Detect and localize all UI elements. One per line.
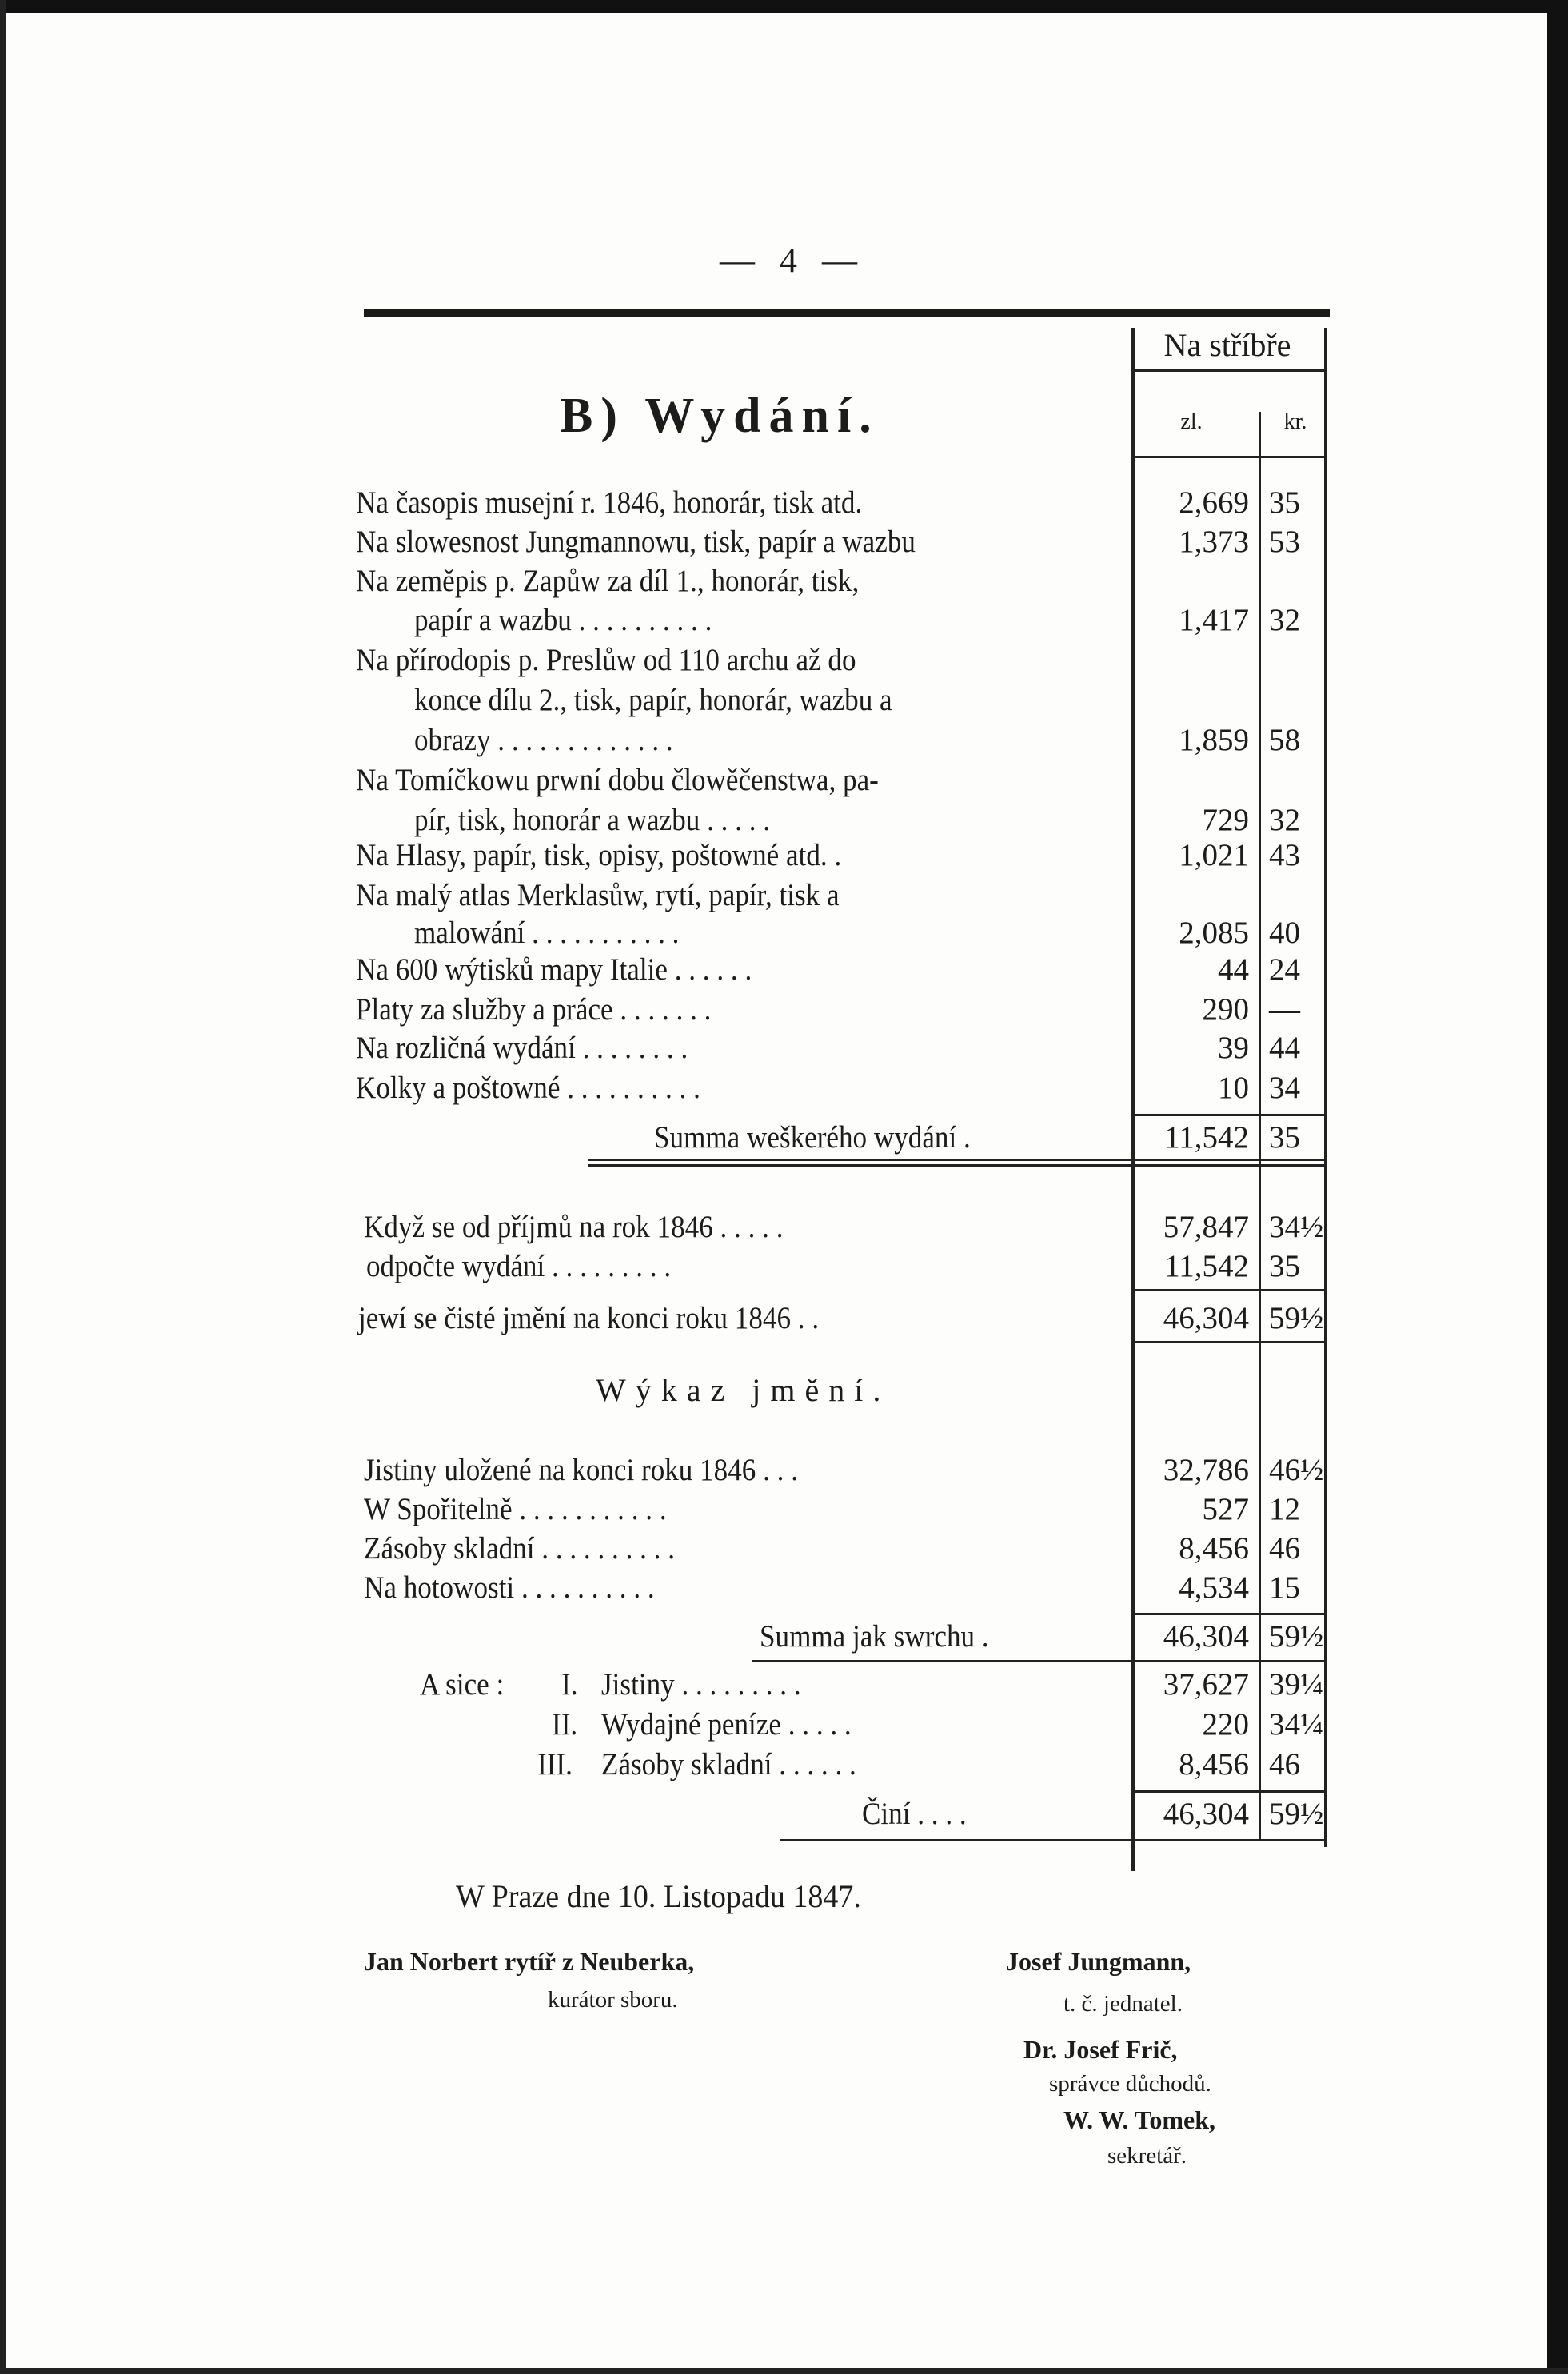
expense-line: Na časopis musejní r. 1846, honorár, tisk atd.	[356, 485, 863, 520]
breakdown-line: Zásoby skladní . . . . . .	[601, 1747, 856, 1781]
balance-rule	[1131, 1289, 1327, 1291]
fric-title: správce důchodů.	[1049, 2071, 1211, 2097]
expense-kr: 43	[1269, 838, 1300, 872]
expense-line: malowání . . . . . . . . . . .	[414, 916, 680, 950]
asset-sum-label: Summa jak swrchu .	[760, 1619, 989, 1654]
assets-title: Wýkaz jmění.	[596, 1372, 891, 1408]
expense-kr: 40	[1269, 916, 1300, 950]
scan-edge-bottom	[0, 2368, 1568, 2374]
expense-line: Na 600 wýtisků mapy Italie . . . . . .	[356, 952, 752, 987]
total-rule	[1131, 1114, 1327, 1116]
expense-zl: 2,669	[1179, 485, 1249, 520]
fric-signature: Dr. Josef Frič,	[1023, 2035, 1178, 2064]
asset-kr: 12	[1269, 1492, 1300, 1526]
breakdown-zl: 8,456	[1179, 1747, 1249, 1781]
expense-kr: —	[1269, 992, 1300, 1027]
breakdown-total-underline	[780, 1839, 1327, 1841]
breakdown-lead: A sice :	[420, 1667, 505, 1702]
expense-kr: 44	[1269, 1031, 1300, 1065]
kr-column-header: kr.	[1283, 409, 1307, 434]
zl-column-header: zl.	[1180, 409, 1203, 434]
asset-kr: 46	[1269, 1531, 1300, 1566]
expense-zl: 729	[1202, 803, 1249, 837]
expense-line: Na Tomíčkowu prwní dobu člowěčenstwa, pa-	[356, 763, 879, 797]
breakdown-line: Wydajné peníze . . . . .	[601, 1707, 852, 1742]
asset-zl: 527	[1202, 1492, 1249, 1526]
expense-kr: 32	[1269, 603, 1300, 637]
tomek-title: sekretář.	[1107, 2143, 1187, 2169]
expense-line: obrazy . . . . . . . . . . . . .	[414, 723, 673, 757]
jungmann-title: t. č. jednatel.	[1063, 1991, 1183, 2017]
expense-kr: 35	[1269, 485, 1300, 520]
expense-line: Na zeměpis p. Zapůw za díl 1., honorár, tisk,	[356, 564, 860, 598]
expense-line: Na rozličná wydání . . . . . . . .	[356, 1031, 688, 1065]
unit-header-underline	[1131, 456, 1327, 458]
balance-line: Když se od příjmů na rok 1846 . . . . .	[364, 1210, 784, 1244]
asset-sum-underline	[752, 1660, 1327, 1662]
place-date: W Praze dne 10. Listopadu 1847.	[456, 1878, 861, 1914]
expense-line: Na přírodopis p. Preslůw od 110 archu až do	[356, 643, 856, 677]
tomek-signature: W. W. Tomek,	[1063, 2105, 1216, 2134]
expense-zl: 1,373	[1179, 525, 1249, 559]
asset-sum-kr: 59½	[1269, 1619, 1324, 1654]
currency-header: Na stříbře	[1163, 327, 1291, 363]
expense-total-zl: 11,542	[1164, 1120, 1249, 1155]
asset-line: Jistiny uložené na konci roku 1846 . . .	[364, 1453, 798, 1487]
expense-kr: 24	[1269, 952, 1300, 987]
breakdown-total-zl: 46,304	[1163, 1797, 1249, 1831]
page-number: — 4 —	[720, 241, 865, 280]
asset-line: Zásoby skladní . . . . . . . . . .	[364, 1531, 675, 1566]
asset-line: Na hotowosti . . . . . . . . . .	[364, 1570, 655, 1605]
curator-signature: Jan Norbert rytíř z Neuberka,	[364, 1947, 695, 1976]
asset-kr: 46½	[1269, 1453, 1324, 1487]
double-rule-b	[588, 1164, 1327, 1167]
asset-zl: 32,786	[1163, 1453, 1249, 1487]
breakdown-total-kr: 59½	[1269, 1797, 1324, 1831]
jungmann-signature: Josef Jungmann,	[1006, 1947, 1191, 1976]
expense-zl: 1,417	[1179, 603, 1249, 637]
expense-zl: 44	[1218, 952, 1249, 987]
balance-underline	[1131, 1341, 1327, 1343]
expense-line: Na malý atlas Merklasůw, rytí, papír, tisk a	[356, 878, 840, 912]
balance-zl: 57,847	[1163, 1210, 1249, 1244]
section-title: B) Wydání.	[560, 389, 880, 443]
breakdown-rule	[1131, 1790, 1327, 1793]
balance-line: jewí se čisté jmění na konci roku 1846 . .	[358, 1301, 820, 1335]
asset-line: W Spořitelně . . . . . . . . . . .	[364, 1492, 667, 1526]
asset-kr: 15	[1269, 1570, 1300, 1605]
expense-zl: 1,859	[1179, 723, 1249, 757]
expense-kr: 53	[1269, 525, 1300, 559]
curator-title: kurátor sboru.	[548, 1987, 678, 2013]
balance-line: odpočte wydání . . . . . . . . .	[366, 1249, 672, 1283]
expense-line: Platy za služby a práce . . . . . . .	[356, 992, 712, 1027]
balance-kr: 35	[1269, 1249, 1300, 1283]
currency-header-underline	[1131, 369, 1327, 372]
breakdown-total-label: Činí . . . .	[862, 1797, 967, 1831]
breakdown-zl: 37,627	[1163, 1667, 1249, 1702]
scan-edge-right	[1547, 0, 1568, 2374]
expense-zl: 290	[1202, 992, 1249, 1027]
breakdown-num: II.	[552, 1707, 578, 1742]
balance-kr: 34½	[1269, 1210, 1324, 1244]
scan-edge-left	[0, 0, 6, 2374]
expense-total-kr: 35	[1269, 1120, 1300, 1155]
balance-zl: 46,304	[1163, 1301, 1249, 1335]
expense-zl: 1,021	[1179, 838, 1249, 872]
scan-edge-top	[0, 0, 1568, 13]
expense-kr: 34	[1269, 1071, 1300, 1105]
asset-sum-rule	[1131, 1613, 1327, 1615]
expense-total-label: Summa weškerého wydání .	[654, 1120, 971, 1155]
expense-line: Na Hlasy, papír, tisk, opisy, poštowné atd. .	[356, 838, 842, 872]
balance-kr: 59½	[1269, 1301, 1324, 1335]
expense-line: Na slowesnost Jungmannowu, tisk, papír a wazbu	[356, 525, 916, 559]
expense-line: Kolky a poštowné . . . . . . . . . .	[356, 1071, 700, 1105]
breakdown-kr: 34¼	[1269, 1707, 1324, 1742]
header-rule	[364, 309, 1330, 317]
breakdown-zl: 220	[1202, 1707, 1249, 1742]
expense-zl: 2,085	[1179, 916, 1249, 950]
breakdown-kr: 39¼	[1269, 1667, 1324, 1702]
breakdown-num: III.	[537, 1747, 573, 1781]
asset-sum-zl: 46,304	[1163, 1619, 1249, 1654]
double-rule-a	[588, 1159, 1327, 1161]
breakdown-line: Jistiny . . . . . . . . .	[601, 1667, 801, 1702]
asset-zl: 4,534	[1179, 1570, 1249, 1605]
expense-line: pír, tisk, honorár a wazbu . . . . .	[414, 803, 771, 837]
asset-zl: 8,456	[1179, 1531, 1249, 1566]
breakdown-num: I.	[561, 1667, 578, 1702]
expense-line: papír a wazbu . . . . . . . . . .	[414, 603, 712, 637]
expense-zl: 10	[1218, 1071, 1249, 1105]
breakdown-kr: 46	[1269, 1747, 1300, 1781]
zl-kr-divider	[1259, 412, 1261, 1839]
expense-zl: 39	[1218, 1031, 1249, 1065]
balance-zl: 11,542	[1164, 1249, 1249, 1283]
expense-line: konce dílu 2., tisk, papír, honorár, wazbu a	[414, 683, 892, 717]
expense-kr: 32	[1269, 803, 1300, 837]
expense-kr: 58	[1269, 723, 1300, 757]
